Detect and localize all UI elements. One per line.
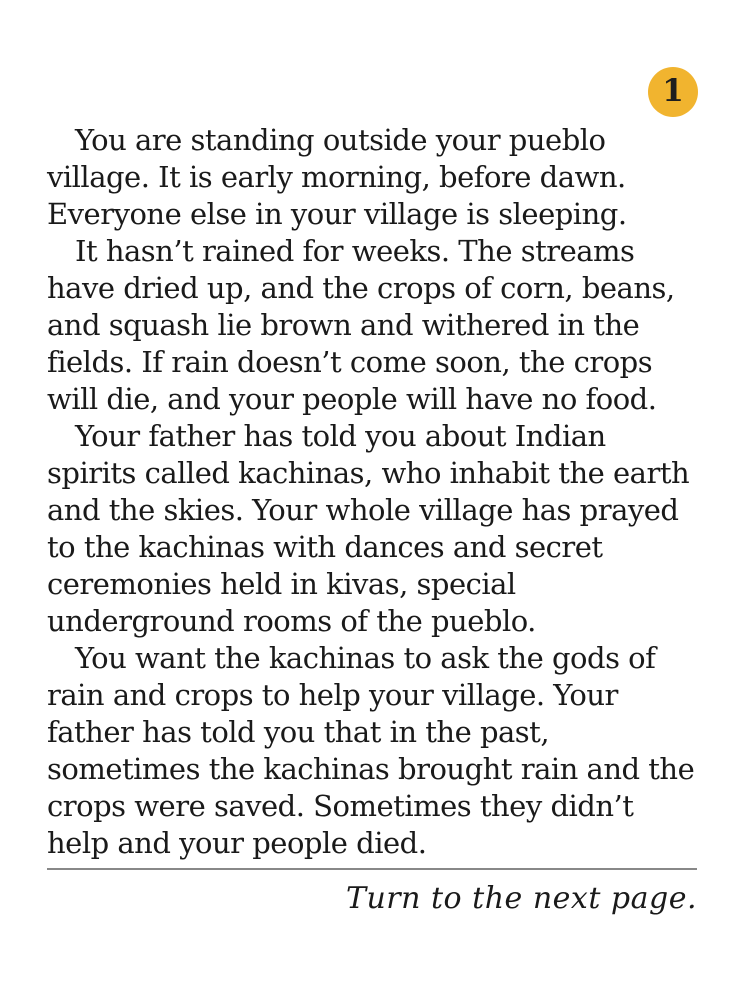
divider-rule [47, 868, 697, 870]
page-number: 1 [662, 72, 684, 109]
turn-page-instruction: Turn to the next page. [345, 881, 697, 916]
story-paragraph-3: Your father has told you about Indian spirits called kachinas, who inhabit the earth and the skies. Your whole village has prayed to the kachinas with dances and secret ceremonies held in kivas, special underground rooms of the pueblo. [47, 419, 690, 638]
story-text [47, 122, 697, 862]
story-paragraph-4: You want the kachinas to ask the gods of rain and crops to help your village. Your father has told you that in the past, sometimes the kachinas brought rain and the crops were saved. Sometimes they didn’t help and your people died. [47, 641, 695, 860]
story-paragraph-2: It hasn’t rained for weeks. The streams have dried up, and the crops of corn, beans, and squash lie brown and withered in the fields. If rain doesn’t come soon, the crops will die, and your people will have no food. [47, 234, 675, 416]
page-number-badge [648, 67, 698, 117]
story-paragraph-1: You are standing outside your pueblo village. It is early morning, before dawn. Everyone else in your village is sleeping. [47, 123, 627, 231]
